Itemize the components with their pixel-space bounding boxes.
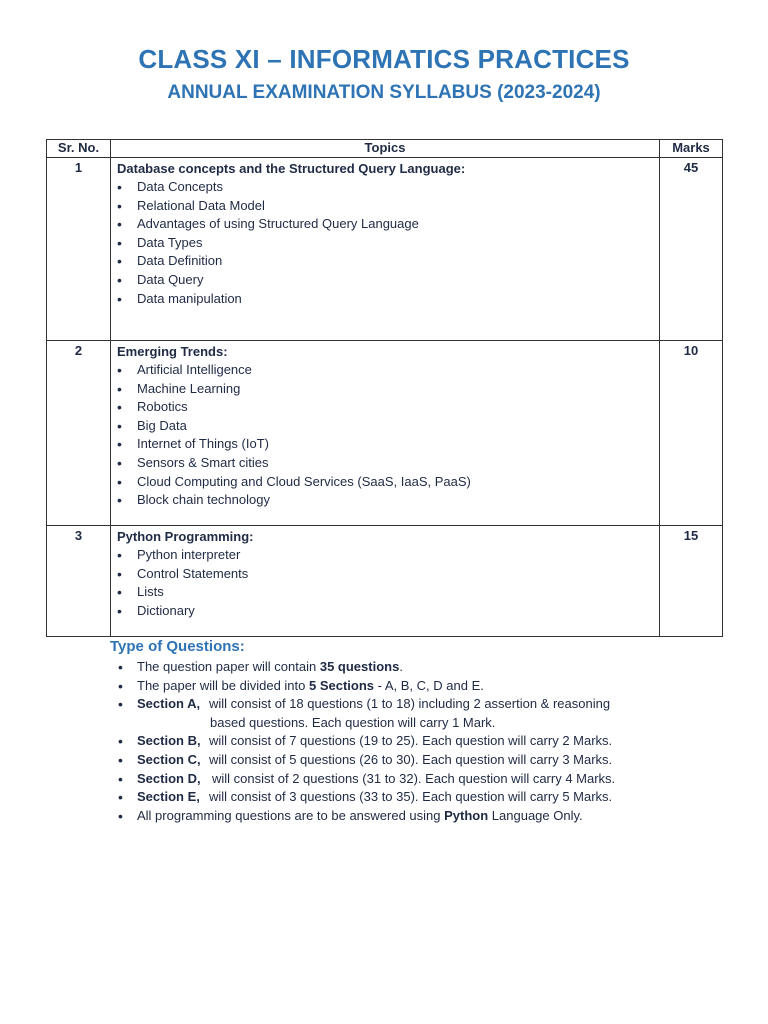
row-topics [111, 341, 660, 526]
syllabus-table [46, 139, 723, 637]
row-topics [111, 158, 660, 341]
list-item: • Relational Data Model [117, 197, 653, 216]
list-item: • Advantages of using Structured Query Language [117, 215, 653, 234]
list-item: • Lists [117, 583, 653, 602]
list-item: • Data Concepts [117, 178, 653, 197]
topic-heading: Database concepts and the Structured Query Language: [117, 161, 466, 176]
list-item: • Data manipulation [117, 290, 653, 309]
list-item [110, 770, 710, 789]
topic-heading: Python Programming: [117, 529, 254, 544]
column-header-topics: Topics [111, 140, 660, 158]
table-row [47, 158, 723, 341]
section-label: Section C, [137, 751, 201, 767]
table-header-row [47, 140, 723, 158]
question-types-list [110, 658, 710, 825]
list-item: • Artificial Intelligence [117, 361, 653, 380]
list-item: • Control Statements [117, 565, 653, 584]
bold-span: 5 Sections [309, 677, 375, 693]
section-label: Section D, [137, 770, 201, 786]
row-marks: 45 [660, 158, 723, 341]
row-sr-no: 3 [47, 526, 111, 637]
list-item: • Big Data [117, 417, 653, 436]
list-item: • Data Query [117, 271, 653, 290]
topic-list [117, 361, 653, 510]
topic-heading: Emerging Trends: [117, 344, 228, 359]
table-row [47, 526, 723, 637]
bold-span: 35 questions [319, 659, 400, 674]
row-sr-no: 2 [47, 341, 111, 526]
list-item: • Data Types [117, 234, 653, 253]
column-header-sr-no: Sr. No. [47, 140, 111, 158]
section-text: will consist of 7 questions (19 to 25). Each question will carry 2 Marks. [209, 733, 613, 749]
text-span: . [399, 659, 403, 674]
list-item [110, 751, 710, 770]
section-text: will consist of 2 questions (31 to 32). Each question will carry 4 Marks. [212, 770, 616, 786]
topic-list [117, 178, 653, 308]
row-marks: 15 [660, 526, 723, 637]
list-item [110, 677, 710, 696]
row-marks: 10 [660, 341, 723, 526]
list-item [110, 732, 710, 751]
row-topics [111, 526, 660, 637]
question-types-heading: Type of Questions: [110, 638, 245, 655]
list-item: • Internet of Things (IoT) [117, 435, 653, 454]
list-item [110, 788, 710, 807]
text-span: The question paper will contain [137, 659, 320, 674]
list-item: • Cloud Computing and Cloud Services (SaaS, IaaS, PaaS) [117, 473, 653, 492]
text-span: All programming questions are to be answered using [137, 807, 445, 823]
section-label: Section A, [137, 696, 201, 712]
text-span: The paper will be divided into [137, 677, 309, 693]
list-item: • Python interpreter [117, 546, 653, 565]
list-item: • Sensors & Smart cities [117, 454, 653, 473]
section-text: will consist of 18 questions (1 to 18) including 2 assertion & reasoning [209, 696, 611, 712]
row-sr-no: 1 [47, 158, 111, 341]
section-text: will consist of 3 questions (33 to 35). Each question will carry 5 Marks. [209, 789, 613, 805]
list-item: • Machine Learning [117, 380, 653, 399]
list-item: • Block chain technology [117, 491, 653, 510]
column-header-marks: Marks [660, 140, 723, 158]
topic-list [117, 546, 653, 620]
bold-span: Python [444, 807, 489, 823]
table-row [47, 341, 723, 526]
section-label: Section E, [137, 789, 200, 805]
text-span: Language Only. [488, 807, 583, 823]
list-item [110, 658, 710, 677]
section-text: will consist of 5 questions (26 to 30). Each question will carry 3 Marks. [209, 751, 613, 767]
page-subtitle: ANNUAL EXAMINATION SYLLABUS (2023-2024) [167, 82, 601, 103]
question-types-section [110, 636, 710, 825]
list-item [110, 695, 710, 732]
list-item: • Dictionary [117, 602, 653, 621]
list-item: • Data Definition [117, 252, 653, 271]
section-text-continued: based questions. Each question will carry 1 Mark. [210, 714, 496, 730]
section-label: Section B, [137, 733, 201, 749]
list-item: • Robotics [117, 398, 653, 417]
text-span: - A, B, C, D and E. [374, 677, 484, 693]
list-item [110, 807, 710, 826]
page-title: CLASS XI – INFORMATICS PRACTICES [138, 44, 630, 74]
